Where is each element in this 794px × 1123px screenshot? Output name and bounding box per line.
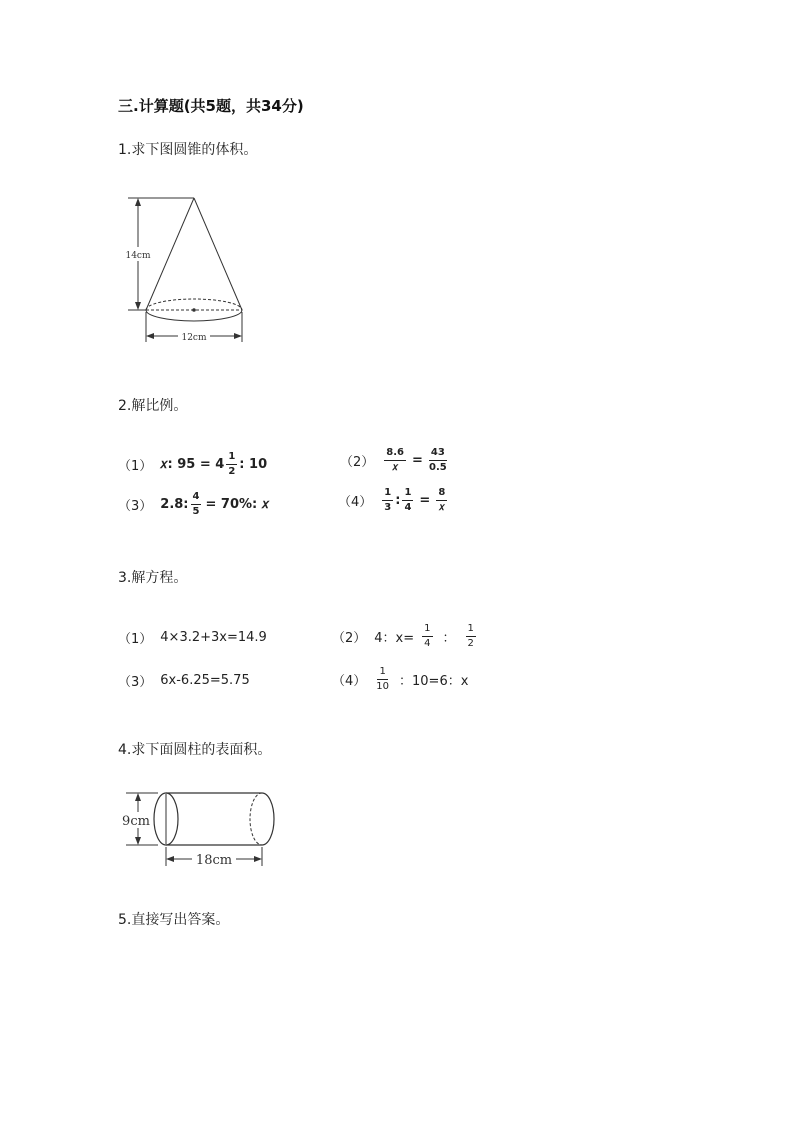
proportion-2 <box>340 448 449 473</box>
proportion-1-number: （1） <box>118 459 153 474</box>
equation-1-expression: 4×3.2+3x=14.9 <box>160 630 267 645</box>
cone-diameter-label: 12cm <box>181 333 207 343</box>
proportion-1-expression: 𝑥: 95 = 4 $\frac{1}{2}$ : 10 <box>160 451 268 477</box>
equation-2-expression: 4：x= $\frac{1}{4}$ ： $\frac{1}{2}$ <box>374 623 474 649</box>
cone-right-side <box>194 198 242 310</box>
cone-base-center <box>192 308 196 312</box>
question-2-text: 2.解比例。 <box>118 398 188 414</box>
equation-3 <box>118 671 250 690</box>
question-3-text: 3.解方程。 <box>118 570 188 586</box>
equation-4 <box>332 667 468 692</box>
proportion-4-number: （4） <box>338 495 373 510</box>
proportion-2-number: （2） <box>340 455 375 470</box>
cylinder-figure <box>118 788 283 870</box>
cone-figure <box>118 185 258 350</box>
cone-height-label: 14cm <box>125 251 151 261</box>
equation-3-number: （3） <box>118 675 153 690</box>
cylinder-length-arrowhead-left <box>166 856 174 862</box>
equation-1-number: （1） <box>118 632 153 647</box>
question-1-text: 1.求下图圆锥的体积。 <box>118 142 258 158</box>
proportion-2-expression: $\frac{8.6}{\text{𝑥}}$ = $\frac{43}{0.5}$ <box>386 447 447 473</box>
cone-left-side <box>146 198 194 310</box>
equation-4-expression: $\frac{1}{10}$ ：10=6：x <box>376 666 469 692</box>
equation-2-number: （2） <box>332 631 367 646</box>
cone-width-arrowhead-left <box>146 333 154 339</box>
cone-width-arrowhead-right <box>234 333 242 339</box>
question-5-text: 5.直接写出答案。 <box>118 912 230 928</box>
equation-4-number: （4） <box>332 674 367 689</box>
cylinder-length-label: 18cm <box>195 853 233 868</box>
cone-height-arrowhead-top <box>135 198 141 206</box>
cylinder-right-end-back <box>250 793 262 845</box>
equation-1 <box>118 628 267 647</box>
proportion-1 <box>118 452 267 477</box>
proportion-3 <box>118 492 269 517</box>
cylinder-height-label: 9cm <box>122 814 150 829</box>
cylinder-height-arrowhead-bottom <box>135 837 141 845</box>
cylinder-length-arrowhead-right <box>254 856 262 862</box>
proportion-4-expression: $\frac{1}{3}$ : $\frac{1}{4}$ = $\frac{8}{\text{𝑥}}$ <box>384 487 446 513</box>
cylinder-right-end-front <box>262 793 274 845</box>
equation-2 <box>332 624 478 649</box>
equation-3-expression: 6x-6.25=5.75 <box>160 673 250 688</box>
section-title: 三.计算题(共5题，共34分) <box>118 97 304 115</box>
proportion-3-number: （3） <box>118 499 153 514</box>
cylinder-height-arrowhead-top <box>135 793 141 801</box>
cone-height-arrowhead-bottom <box>135 302 141 310</box>
proportion-3-expression: 2.8: $\frac{4}{5}$ = 70%: 𝑥 <box>160 491 269 517</box>
question-4-text: 4.求下面圆柱的表面积。 <box>118 742 272 758</box>
proportion-4 <box>338 488 449 513</box>
